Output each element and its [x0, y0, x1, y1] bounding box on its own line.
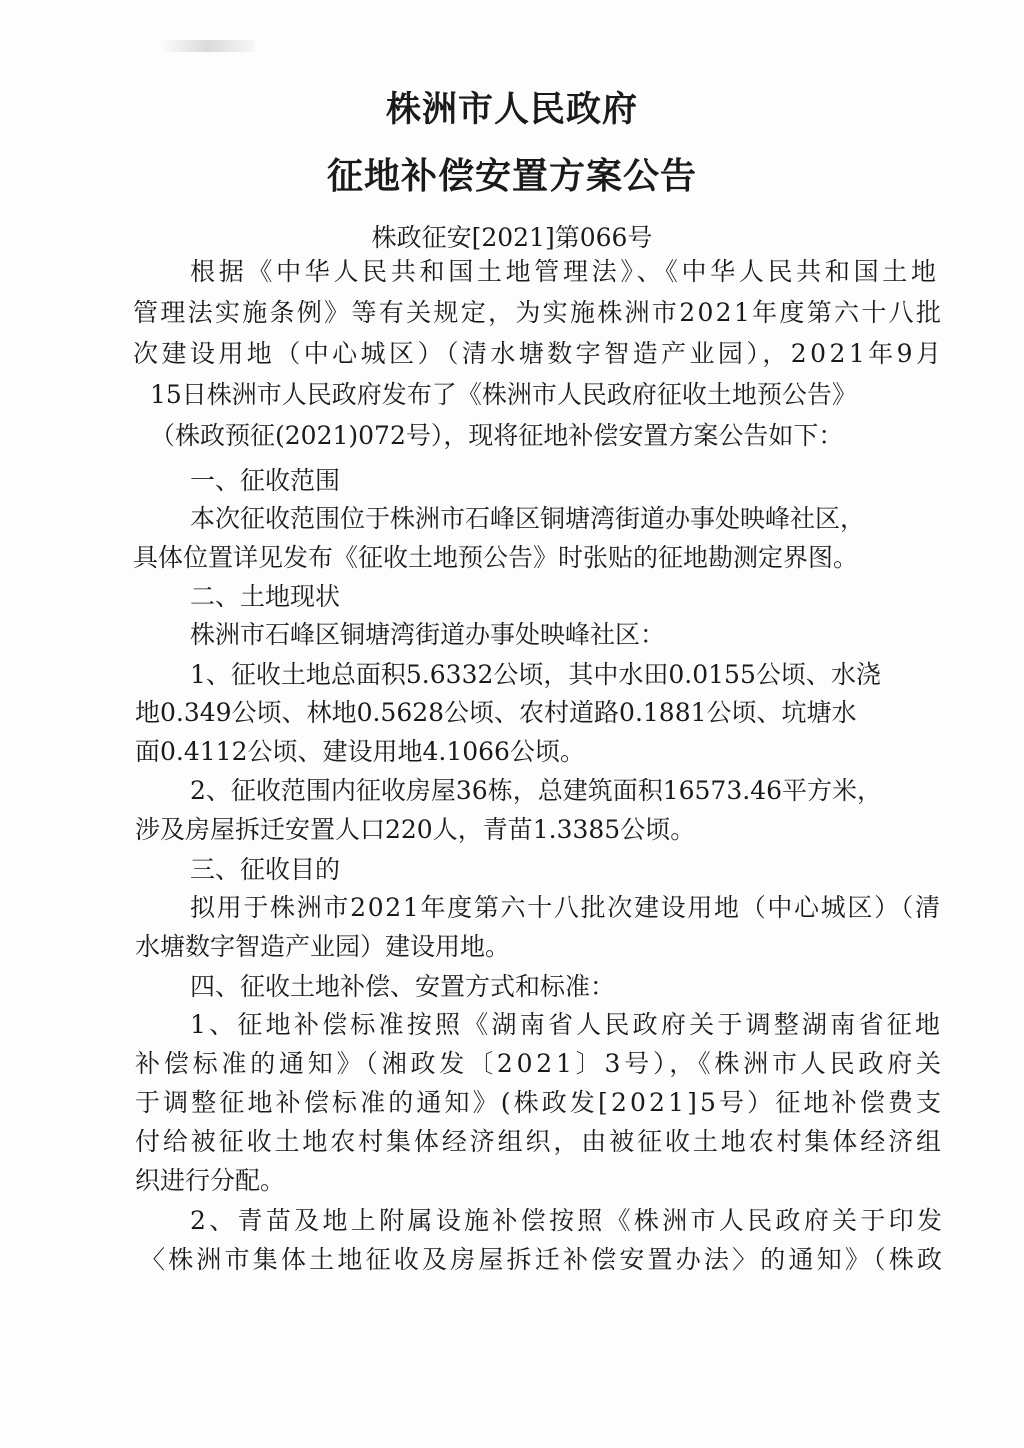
body-line: 次建设用地（中心城区）（清水塘数字智造产业园），2021年9月	[133, 339, 945, 368]
body-line: 于调整征地补偿标准的通知》(株政发[2021]5号）征地补偿费支	[135, 1088, 945, 1117]
section-heading: 一、征收范围	[190, 466, 341, 495]
body-line: 补偿标准的通知》（湘政发〔2021〕3号），《株洲市人民政府关	[135, 1049, 945, 1078]
scan-smudge	[160, 40, 255, 52]
body-line: 1、征收土地总面积5.6332公顷，其中水田0.0155公顷、水浇	[190, 660, 881, 689]
page-subtitle: 征地补偿安置方案公告	[326, 156, 697, 197]
body-line: 2、青苗及地上附属设施补偿按照《株洲市人民政府关于印发	[190, 1206, 946, 1235]
body-line: 管理法实施条例》等有关规定，为实施株洲市2021年度第六十八批	[133, 298, 944, 327]
body-line: 株洲市石峰区铜塘湾街道办事处映峰社区：	[190, 620, 666, 649]
body-line: 拟用于株洲市2021年度第六十八批次建设用地（中心城区）（清	[190, 893, 942, 922]
section-heading: 三、征收目的	[190, 855, 341, 884]
body-line: 地0.349公顷、林地0.5628公顷、农村道路0.1881公顷、坑塘水	[135, 698, 857, 727]
section-heading: 二、土地现状	[190, 582, 341, 611]
body-line: （株政预征(2021)072号），现将征地补偿安置方案公告如下：	[150, 421, 844, 450]
body-line: 2、征收范围内征收房屋36栋，总建筑面积16573.46平方米，	[190, 776, 883, 805]
body-line: 涉及房屋拆迁安置人口220人，青苗1.3385公顷。	[135, 815, 696, 844]
body-line: 具体位置详见发布《征收土地预公告》时张贴的征地勘测定界图。	[133, 543, 859, 572]
body-line: 15日株洲市人民政府发布了《株洲市人民政府征收土地预公告》	[150, 380, 857, 409]
body-line: 水塘数字智造产业园）建设用地。	[135, 932, 511, 961]
body-line: 1、征地补偿标准按照《湖南省人民政府关于调整湖南省征地	[190, 1010, 944, 1039]
body-line: 本次征收范围位于株洲市石峰区铜塘湾街道办事处映峰社区，	[190, 504, 866, 533]
body-line: 〈株洲市集体土地征收及房屋拆迁补偿安置办法〉的通知》（株政	[140, 1245, 946, 1274]
document-number: 株政征安[2021]第066号	[371, 223, 653, 252]
page-title: 株洲市人民政府	[385, 90, 638, 130]
section-heading: 四、征收土地补偿、安置方式和标准：	[190, 972, 616, 1001]
body-line: 付给被征收土地农村集体经济组织，由被征收土地农村集体经济组	[135, 1127, 944, 1156]
body-line: 根据《中华人民共和国土地管理法》、《中华人民共和国土地	[190, 257, 940, 286]
body-line: 面0.4112公顷、建设用地4.1066公顷。	[135, 737, 585, 766]
body-line: 织进行分配。	[135, 1166, 286, 1195]
